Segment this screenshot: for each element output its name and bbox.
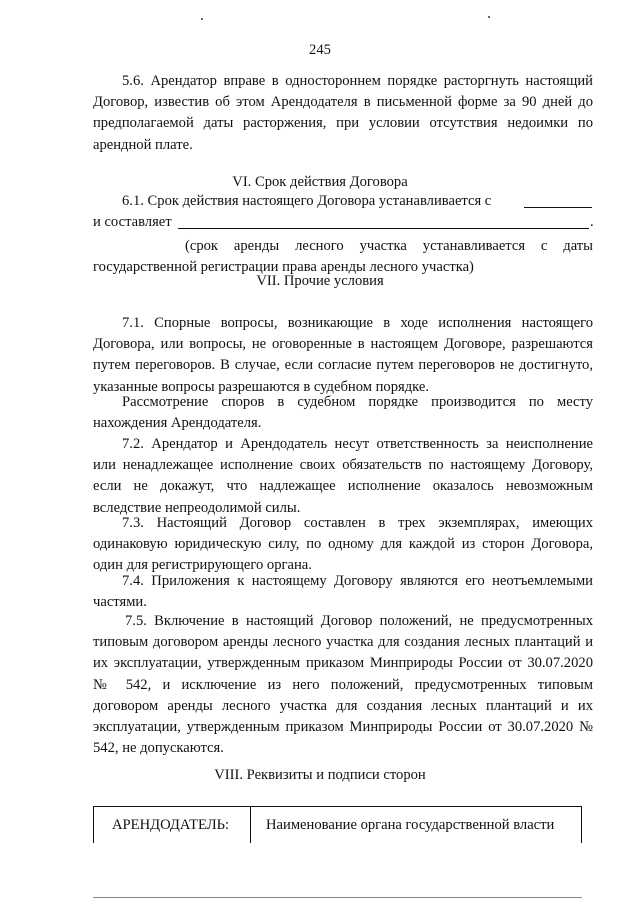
paragraph-7-2: 7.2. Арендатор и Арендодатель несут ответственность за неисполнение или ненадлежащее исполнение своих обязательств по настоящему Договору, если не докажут, что надлежащее исполнение оказалось невозможным вследствие непреодолимой силы.	[93, 436, 593, 516]
paragraph-7-4: 7.4. Приложения к настоящему Договору являются его неотъемлемыми частями.	[93, 573, 593, 611]
paragraph-6-1-period: .	[590, 214, 594, 230]
page-bottom-edge	[93, 897, 582, 898]
paragraph-7-1: 7.1. Спорные вопросы, возникающие в ходе исполнения настоящего Договора, или вопросы, не оговоренные в настоящем Договоре, разрешаются путем переговоров. В случае, если согласие путем переговоров не достигнуто, указанные вопросы разрешаются в судебном порядке.	[93, 315, 593, 395]
start-date-blank	[524, 207, 592, 208]
table-column-divider	[250, 806, 251, 843]
section-8-title: VIII. Реквизиты и подписи сторон	[214, 767, 426, 783]
paragraph-5-6: 5.6. Арендатор вправе в одностороннем порядке расторгнуть настоящий Договор, известив об этом Арендодателя в письменной форме за 90 дней до предполагаемой даты расторжения, при условии отсутствия недоимки по арендной плате.	[93, 73, 593, 153]
scan-speck	[201, 18, 203, 20]
section-6-title: VI. Срок действия Договора	[232, 174, 408, 190]
authority-name-cell: Наименование органа государственной власти	[266, 817, 555, 833]
paragraph-6-1-start: 6.1. Срок действия настоящего Договора устанавливается с	[122, 193, 492, 209]
lessor-label: АРЕНДОДАТЕЛЬ:	[112, 817, 230, 833]
scan-speck	[488, 16, 490, 18]
section-7-title: VII. Прочие условия	[256, 273, 384, 289]
paragraph-7-3: 7.3. Настоящий Договор составлен в трех экземплярах, имеющих одинаковую юридическую силу, по одному для каждой из сторон Договора, один для регистрирующего органа.	[93, 515, 593, 574]
term-note: (срок аренды лесного участка устанавливается с даты государственной регистрации права аренды лесного участка)	[93, 238, 593, 276]
term-blank	[178, 228, 589, 229]
paragraph-7-1-disputes: Рассмотрение споров в судебном порядке производится по месту нахождения Арендодателя.	[93, 394, 593, 432]
page-number: 245	[309, 42, 331, 58]
paragraph-6-1-continue: и составляет	[93, 214, 172, 230]
paragraph-7-5: 7.5. Включение в настоящий Договор положений, не предусмотренных типовым договором аренды лесного участка для создания лесных плантаций и их эксплуатации, утвержденным приказом Минприроды России от 30.07.2020 № 542, и исключение из него положений, предусмотренных типовым договором аренды лесного участка для создания лесных плантаций и их эксплуатации, утвержденным приказом Минприроды России от 30.07.2020 № 542, не допускаются.	[93, 613, 593, 757]
